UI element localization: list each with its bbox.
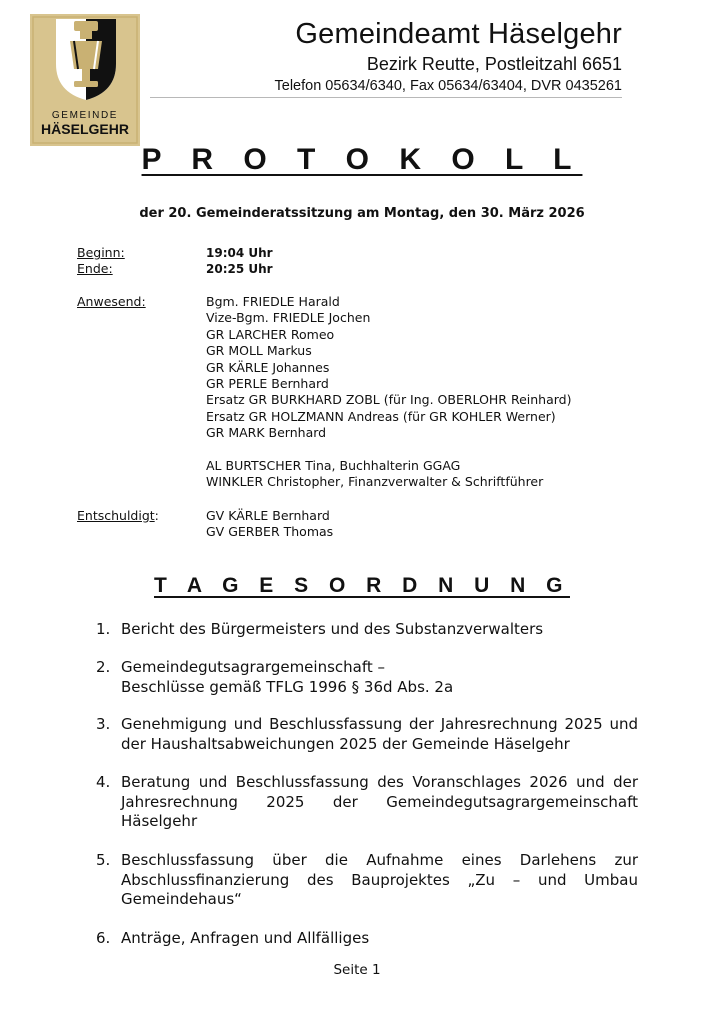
office-name: Gemeindeamt Häselgehr [295,18,622,50]
begin-label: Beginn: [77,245,125,260]
district-postcode: Bezirk Reutte, Postleitzahl 6651 [366,54,622,74]
logo-text-gemeinde: GEMEINDE [51,110,119,121]
meeting-subtitle: der 20. Gemeinderatssitzung am Montag, den 30. März 2026 [139,206,585,221]
agenda-title-text: T A G E S O R D N U N G [154,574,570,597]
agenda-item-number: 6. [96,929,111,947]
list-item: GR MARK Bernhard [206,425,327,441]
present-label: Anwesend: [77,294,146,309]
agenda-item-5 [96,851,638,910]
page-number: Seite 1 [333,962,381,978]
agenda-title [0,570,724,602]
agenda-item-text: Gemeindegutsagrargemeinschaft – [121,658,386,676]
agenda-item-4 [96,773,638,832]
list-item: Ersatz GR HOLZMANN Andreas (für GR KOHLER Werner) [206,408,556,424]
figure-top [74,21,98,31]
list-item: GR LARCHER Romeo [206,326,335,342]
agenda-item-number: 1. [96,620,111,638]
figure-base [74,81,98,87]
agenda-item-text-line-2: Beschlüsse gemäß TFLG 1996 § 36d Abs. 2a [121,677,454,696]
agenda-item-6 [96,929,638,949]
present-members-list [206,294,572,442]
agenda-item-2 [96,658,638,697]
agenda-item-number: 4. [96,773,111,791]
letterhead [150,16,622,95]
end-label: Ende: [77,261,113,276]
list-item: GR MOLL Markus [206,343,312,359]
logo-text-haeselgehr: HÄSELGEHR [41,121,129,137]
document-title-text: P R O T O K O L L [141,143,583,176]
figure-neck [80,31,92,39]
agenda-item-number: 3. [96,715,111,733]
municipality-logo [30,14,140,146]
agenda-item-text: Bericht des Bürgermeisters und des Substanzverwalters [121,620,544,638]
agenda-item-number: 5. [96,851,111,869]
end-value: 20:25 Uhr [206,262,273,276]
agenda-item-3 [96,715,638,754]
agenda-item-number: 2. [96,658,111,676]
list-item: GR PERLE Bernhard [206,376,329,392]
document-title [0,140,724,180]
agenda-item-text: Genehmigung und Beschlussfassung der Jahresrechnung 2025 und der Haushaltsabweichungen 2025 der Gemeinde Häselgehr [121,715,638,753]
list-item: GV KÄRLE Bernhard [206,508,330,523]
excused-label: Entschuldigt [77,508,155,523]
end-row [77,261,273,278]
excused-members-list [206,508,333,541]
agenda-item-1 [96,620,638,640]
excused-label-row [77,508,159,525]
list-item: Ersatz GR BURKHARD ZOBL (für Ing. OBERLOHR Reinhard) [206,392,572,408]
excused-label-colon: : [154,508,159,523]
begin-value: 19:04 Uhr [206,246,273,260]
agenda-item-text: Beratung und Beschlussfassung des Voranschlages 2026 und der Jahresrechnung 2025 der Gemeindegutsagrargemeinschaft Häselgehr [121,773,638,830]
list-item: WINKLER Christopher, Finanzverwalter & Schriftführer [206,474,544,490]
present-staff-list [206,458,543,491]
header-divider [150,97,622,98]
contact-line: Telefon 05634/6340, Fax 05634/63404, DVR 0435261 [274,78,622,94]
begin-row [77,245,273,262]
present-label-row [77,294,146,311]
coat-of-arms-icon [30,14,140,146]
list-item: Vize-Bgm. FRIEDLE Jochen [206,310,371,326]
list-item: Bgm. FRIEDLE Harald [206,294,340,309]
agenda-item-text: Beschlussfassung über die Aufnahme eines Darlehens zur Abschlussfinanzierung des Bauprojektes „Zu – und Umbau Gemeindehaus“ [121,851,638,908]
list-item: GR KÄRLE Johannes [206,359,330,375]
list-item: GV GERBER Thomas [206,524,334,540]
figure-stem [82,69,90,81]
list-item: AL BURTSCHER Tina, Buchhalterin GGAG [206,458,461,473]
agenda-item-text: Anträge, Anfragen und Allfälliges [121,929,370,947]
